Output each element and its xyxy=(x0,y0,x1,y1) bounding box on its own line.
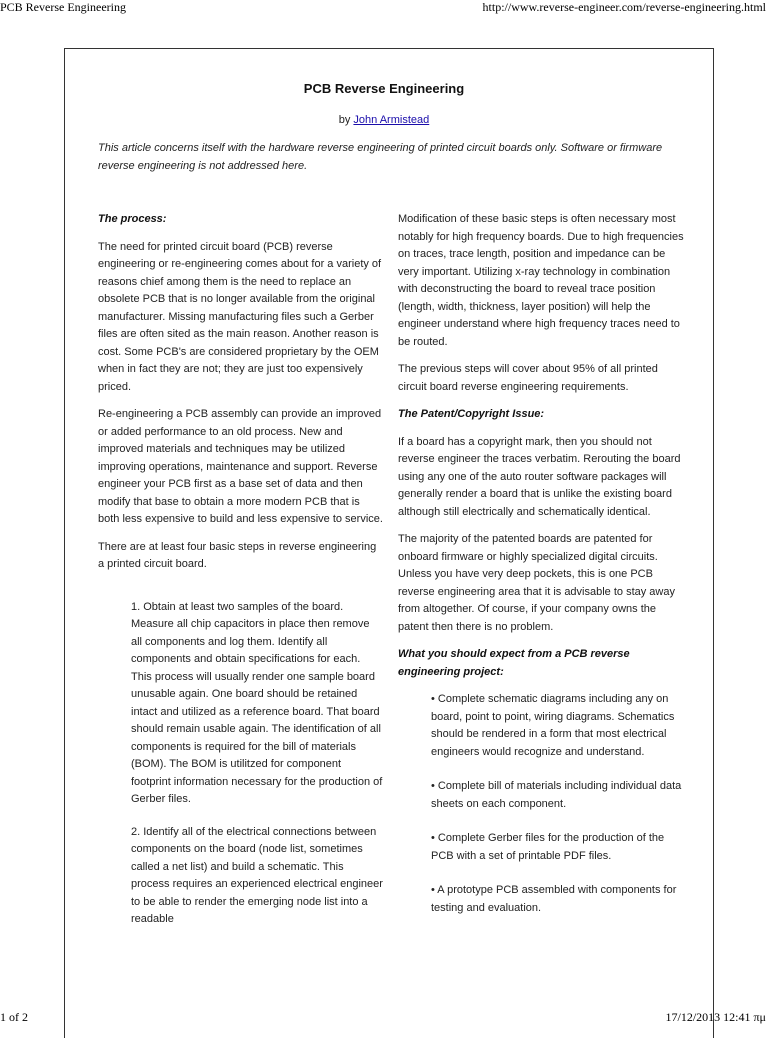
print-header-title: PCB Reverse Engineering xyxy=(0,0,126,16)
list-item: • Complete bill of materials including individual data sheets on each component. xyxy=(431,778,688,813)
step-item: 2. Identify all of the electrical connections between components on the board (node list, sometimes called a net list) and build a schematic. This process requires an experienced electrical engineer to be able to render the emerging node list into a readable xyxy=(131,824,383,929)
byline xyxy=(0,114,768,126)
paragraph: Modification of these basic steps is often necessary most notably for high frequency boards. Due to high frequencies on traces, trace length, position and impedance can be very important. Utilizing x-ray technology in combination with deconstructing the board to reveal trace position (length, width, thickness, layer position) will help the engineer understand where high frequency traces need to be routed. xyxy=(398,211,688,351)
left-column xyxy=(98,211,383,944)
steps-list xyxy=(131,599,383,929)
heading-expect: What you should expect from a PCB reverse engineering project: xyxy=(398,646,688,681)
print-datetime: 17/12/2013 12:41 πμ xyxy=(666,1010,768,1024)
paragraph: The previous steps will cover about 95% of all printed circuit board reverse engineering requirements. xyxy=(398,361,688,396)
step-item: 1. Obtain at least two samples of the board. Measure all chip capacitors in place then remove all components and log them. Identify all components and obtain specifications for each. This process will usually render one sample board unusable again. One board should be retained intact and utilized as a reference board. That board should remain usable again. The identification of all components is required for the bill of materials (BOM). The BOM is utilitzed for component footprint information necessary for the production of Gerber files. xyxy=(131,599,383,809)
heading-process: The process: xyxy=(98,211,383,229)
page-number: 1 of 2 xyxy=(0,1010,28,1024)
byline-by: by xyxy=(339,114,351,126)
expectations-list xyxy=(431,691,688,917)
paragraph: If a board has a copyright mark, then you should not reverse engineer the traces verbatim. Rerouting the board using any one of the auto router software packages will generally render a board that is unlike the existing board although still electrically and schematically identical. xyxy=(398,434,688,522)
author-link[interactable]: John Armistead xyxy=(353,114,429,126)
print-header xyxy=(0,0,768,16)
heading-patent: The Patent/Copyright Issue: xyxy=(398,406,688,424)
list-item: • Complete Gerber files for the production of the PCB with a set of printable PDF files. xyxy=(431,830,688,865)
paragraph: The need for printed circuit board (PCB) reverse engineering or re-engineering comes about for a variety of reasons chief among them is the need to replace an obsolete PCB that is no longer available from the original manufacturer. Missing manufacturing files such a Gerber files are often sited as the main reason. Another reason is cost. Some PCB's are considered proprietary by the OEM when in fact they are not; they are just too expensively priced. xyxy=(98,239,383,397)
list-item: • A prototype PCB assembled with components for testing and evaluation. xyxy=(431,882,688,917)
paragraph: Re-engineering a PCB assembly can provide an improved or added performance to an old process. New and improved materials and techniques may be utilized improving operations, maintenance and support. Reverse engineer your PCB first as a base set of data and then modify that base to obtain a more modern PCB that is both less expensive to build and less expensive to service. xyxy=(98,406,383,529)
article-title: PCB Reverse Engineering xyxy=(0,81,768,96)
paragraph: The majority of the patented boards are patented for onboard firmware or highly specialized digital circuits. Unless you have very deep pockets, this is one PCB reverse engineering area that it is advisable to stay away from altogether. Of course, if your company owns the patent then there is no problem. xyxy=(398,531,688,636)
paragraph: There are at least four basic steps in reverse engineering a printed circuit board. xyxy=(98,539,383,574)
intro-paragraph: This article concerns itself with the hardware reverse engineering of printed circuit boards only. Software or firmware reverse engineering is not addressed here. xyxy=(98,140,678,175)
print-footer xyxy=(0,1010,768,1024)
right-column xyxy=(398,211,688,934)
list-item: • Complete schematic diagrams including any on board, point to point, wiring diagrams. Schematics should be rendered in a form that most electrical engineers would recognize and understand. xyxy=(431,691,688,761)
print-header-url: http://www.reverse-engineer.com/reverse-engineering.html xyxy=(483,0,768,16)
